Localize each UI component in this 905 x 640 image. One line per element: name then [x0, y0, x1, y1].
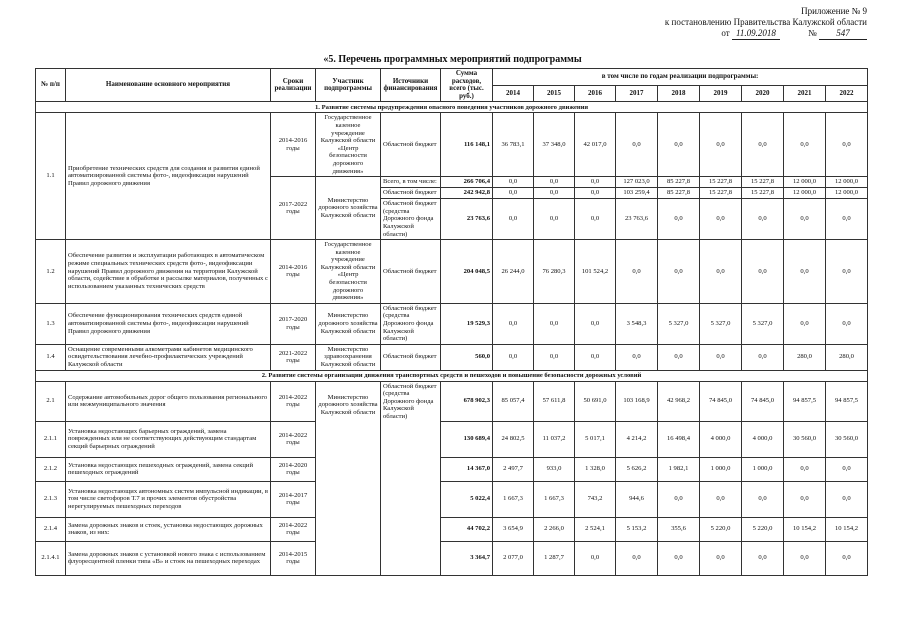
row-source: Областной бюджет (средства Дорожного фонда Калужской области) [381, 381, 441, 575]
year-value: 0,0 [826, 303, 868, 344]
resolution-number: 547 [819, 28, 867, 40]
year-value: 0,0 [784, 199, 826, 240]
row-sum: 23 763,6 [441, 199, 493, 240]
row-period: 2021-2022 годы [271, 344, 316, 370]
year-value: 944,6 [616, 481, 658, 517]
year-value: 23 763,6 [616, 199, 658, 240]
col-name-header: Наименование основного мероприятия [66, 69, 271, 102]
year-value: 0,0 [658, 344, 700, 370]
year-value: 36 783,1 [493, 113, 534, 177]
row-sum: 130 689,4 [441, 421, 493, 457]
year-value: 42 017,0 [575, 113, 616, 177]
row-sum: 44 702,2 [441, 517, 493, 541]
year-value: 0,0 [493, 188, 534, 199]
year-value: 0,0 [700, 199, 742, 240]
year-value: 0,0 [784, 240, 826, 304]
year-value: 0,0 [784, 303, 826, 344]
year-value: 0,0 [784, 541, 826, 575]
year-value: 5 153,2 [616, 517, 658, 541]
year-value: 0,0 [658, 481, 700, 517]
year-value: 0,0 [534, 344, 575, 370]
section-row [36, 370, 868, 381]
table-row [36, 113, 868, 177]
row-sum: 560,0 [441, 344, 493, 370]
year-value: 0,0 [575, 199, 616, 240]
row-participant: Министерство здравоохранения Калужской области [316, 344, 381, 370]
year-value: 5 220,0 [700, 517, 742, 541]
year-header: 2018 [658, 85, 700, 102]
year-value: 0,0 [493, 344, 534, 370]
year-value: 16 498,4 [658, 421, 700, 457]
year-value: 355,6 [658, 517, 700, 541]
measures-table [35, 68, 868, 576]
year-value: 0,0 [575, 303, 616, 344]
year-value: 42 968,2 [658, 381, 700, 421]
year-value: 0,0 [826, 240, 868, 304]
row-sum: 19 529,3 [441, 303, 493, 344]
row-name: Установка недостающих пешеходных ограждений, замена секций пешеходных ограждений [66, 457, 271, 481]
row-source: Областной бюджет [381, 113, 441, 177]
year-value: 3 654,9 [493, 517, 534, 541]
year-value: 0,0 [700, 240, 742, 304]
row-sum: 116 148,1 [441, 113, 493, 177]
year-value: 0,0 [493, 177, 534, 188]
year-value: 127 023,0 [616, 177, 658, 188]
row-period: 2017-2022 годы [271, 177, 316, 240]
row-period: 2014-2016 годы [271, 113, 316, 177]
year-header: 2020 [742, 85, 784, 102]
table-row [36, 240, 868, 304]
number-prefix: № [808, 28, 817, 38]
year-value: 0,0 [784, 113, 826, 177]
year-value: 5 626,2 [616, 457, 658, 481]
row-name: Установка недостающих барьерных ограждений, замена поврежденных или не соответствующих действующим стандартам секций барьерных ограждений [66, 421, 271, 457]
year-value: 15 227,8 [742, 188, 784, 199]
year-value: 11 037,2 [534, 421, 575, 457]
col-source-header: Источники финансирования [381, 69, 441, 102]
year-value: 0,0 [784, 481, 826, 517]
row-name: Обеспечение функционирования технических средств единой автоматизированной системы фото-, видеофиксации нарушений Правил дорожного движения [66, 303, 271, 344]
row-participant: Министерство дорожного хозяйства Калужской области [316, 381, 381, 575]
row-num: 2.1.3 [36, 481, 66, 517]
row-period: 2014-2015 годы [271, 541, 316, 575]
section-1-title: 1. Развитие системы предупреждения опасного поведения участников дорожного движения [36, 102, 868, 113]
year-value: 0,0 [616, 113, 658, 177]
year-value: 85 057,4 [493, 381, 534, 421]
year-value: 85 227,8 [658, 188, 700, 199]
row-source: Областной бюджет [381, 344, 441, 370]
year-value: 10 154,2 [784, 517, 826, 541]
row-name: Обеспечение развития и эксплуатации работающих в автоматическом режиме специальных технических средств фото-, видеофиксации нарушений Правил дорожного движения на территории Калужской области, содействие в обработке и рассылке материалов, полученных с использованием указанных технических средств [66, 240, 271, 304]
table-row [36, 541, 868, 575]
year-value: 0,0 [658, 240, 700, 304]
table-row [36, 303, 868, 344]
year-value: 0,0 [534, 188, 575, 199]
row-participant: Государственное казенное учреждение Калужской области «Центр безопасности дорожного движения» [316, 113, 381, 177]
year-value: 3 548,3 [616, 303, 658, 344]
year-value: 4 000,0 [700, 421, 742, 457]
year-value: 2 077,0 [493, 541, 534, 575]
row-period: 2014-2022 годы [271, 381, 316, 421]
year-value: 15 227,8 [742, 177, 784, 188]
row-period: 2014-2016 годы [271, 240, 316, 304]
row-sum: 678 902,3 [441, 381, 493, 421]
table-row [36, 457, 868, 481]
row-participant: Министерство дорожного хозяйства Калужской области [316, 303, 381, 344]
row-name: Содержание автомобильных дорог общего пользования регионального или межмуниципального значения [66, 381, 271, 421]
row-period: 2014-2022 годы [271, 421, 316, 457]
row-sum: 266 706,4 [441, 177, 493, 188]
year-value: 1 667,3 [534, 481, 575, 517]
year-value: 743,2 [575, 481, 616, 517]
year-value: 30 560,0 [784, 421, 826, 457]
col-sum-header: Сумма расходов, всего (тыс. руб.) [441, 69, 493, 102]
year-value: 4 214,2 [616, 421, 658, 457]
row-period: 2014-2017 годы [271, 481, 316, 517]
table-row [36, 381, 868, 421]
resolution-date-line [721, 28, 867, 40]
col-participant-header: Участник подпрограммы [316, 69, 381, 102]
year-value: 0,0 [575, 177, 616, 188]
year-value: 0,0 [700, 541, 742, 575]
row-source: Областной бюджет (средства Дорожного фонда Калужской области) [381, 303, 441, 344]
year-value: 1 000,0 [700, 457, 742, 481]
year-value: 5 220,0 [742, 517, 784, 541]
year-value: 50 691,0 [575, 381, 616, 421]
year-value: 10 154,2 [826, 517, 868, 541]
year-value: 2 266,0 [534, 517, 575, 541]
year-value: 1 667,3 [493, 481, 534, 517]
year-value: 26 244,0 [493, 240, 534, 304]
year-value: 0,0 [575, 344, 616, 370]
year-value: 94 857,5 [784, 381, 826, 421]
table-row [36, 481, 868, 517]
row-sum: 204 048,5 [441, 240, 493, 304]
year-value: 12 000,0 [826, 177, 868, 188]
year-value: 0,0 [534, 177, 575, 188]
year-value: 2 524,1 [575, 517, 616, 541]
year-value: 12 000,0 [784, 188, 826, 199]
year-value: 0,0 [616, 541, 658, 575]
year-value: 0,0 [742, 541, 784, 575]
row-sum: 14 367,0 [441, 457, 493, 481]
row-num: 1.1 [36, 113, 66, 240]
table-row [36, 344, 868, 370]
row-source: Областной бюджет (средства Дорожного фонда Калужской области) [381, 199, 441, 240]
col-period-header: Сроки реализации [271, 69, 316, 102]
year-value: 37 348,0 [534, 113, 575, 177]
year-header: 2015 [534, 85, 575, 102]
row-num: 2.1 [36, 381, 66, 421]
year-value: 0,0 [826, 113, 868, 177]
year-value: 280,0 [784, 344, 826, 370]
year-header: 2019 [700, 85, 742, 102]
year-value: 5 327,0 [742, 303, 784, 344]
year-value: 0,0 [616, 240, 658, 304]
year-value: 1 982,1 [658, 457, 700, 481]
year-value: 933,0 [534, 457, 575, 481]
year-header: 2016 [575, 85, 616, 102]
year-value: 0,0 [534, 199, 575, 240]
year-value: 57 611,8 [534, 381, 575, 421]
row-participant: Государственное казенное учреждение Калужской области «Центр безопасности дорожного движения» [316, 240, 381, 304]
section-row [36, 102, 868, 113]
year-header: 2017 [616, 85, 658, 102]
year-value: 0,0 [700, 113, 742, 177]
col-years-header: в том числе по годам реализации подпрограммы: [493, 69, 868, 86]
year-value: 103 168,9 [616, 381, 658, 421]
row-period: 2014-2020 годы [271, 457, 316, 481]
year-value: 12 000,0 [784, 177, 826, 188]
row-num: 1.4 [36, 344, 66, 370]
year-value: 5 327,0 [700, 303, 742, 344]
row-period: 2014-2022 годы [271, 517, 316, 541]
document-title: «5. Перечень программных мероприятий подпрограммы [323, 54, 582, 65]
table-row [36, 517, 868, 541]
year-value: 0,0 [658, 113, 700, 177]
year-value: 15 227,8 [700, 177, 742, 188]
year-value: 0,0 [742, 481, 784, 517]
year-value: 0,0 [658, 541, 700, 575]
year-value: 4 000,0 [742, 421, 784, 457]
year-header: 2014 [493, 85, 534, 102]
year-value: 0,0 [826, 481, 868, 517]
row-num: 2.1.2 [36, 457, 66, 481]
year-value: 15 227,8 [700, 188, 742, 199]
year-value: 94 857,5 [826, 381, 868, 421]
year-value: 74 845,0 [742, 381, 784, 421]
year-value: 0,0 [742, 240, 784, 304]
col-num-header: № п/п [36, 69, 66, 102]
year-value: 0,0 [700, 481, 742, 517]
table-header-row [36, 69, 868, 86]
year-value: 0,0 [826, 199, 868, 240]
row-num: 1.3 [36, 303, 66, 344]
year-value: 24 802,5 [493, 421, 534, 457]
year-value: 74 845,0 [700, 381, 742, 421]
table-row [36, 421, 868, 457]
year-value: 0,0 [493, 303, 534, 344]
date-prefix: от [721, 28, 730, 38]
year-value: 0,0 [575, 541, 616, 575]
row-sum: 3 364,7 [441, 541, 493, 575]
year-value: 12 000,0 [826, 188, 868, 199]
year-value: 5 327,0 [658, 303, 700, 344]
row-period: 2017-2020 годы [271, 303, 316, 344]
section-2-title: 2. Развитие системы организации движения транспортных средств и пешеходов и повышение безопасности дорожных условий [36, 370, 868, 381]
row-name: Замена дорожных знаков и стоек, установка недостающих дорожных знаков, из них: [66, 517, 271, 541]
year-value: 280,0 [826, 344, 868, 370]
year-value: 0,0 [700, 344, 742, 370]
year-value: 0,0 [826, 541, 868, 575]
year-value: 0,0 [826, 457, 868, 481]
year-value: 0,0 [616, 344, 658, 370]
year-value: 0,0 [784, 457, 826, 481]
year-value: 30 560,0 [826, 421, 868, 457]
row-num: 1.2 [36, 240, 66, 304]
year-value: 85 227,8 [658, 177, 700, 188]
year-value: 0,0 [742, 199, 784, 240]
year-value: 1 287,7 [534, 541, 575, 575]
year-value: 5 017,1 [575, 421, 616, 457]
year-value: 0,0 [534, 303, 575, 344]
appendix-label: Приложение № 9 [801, 6, 867, 16]
row-name: Оснащение современными алкометрами кабинетов медицинского освидетельствования лечебно-профилактических учреждений Калужской области [66, 344, 271, 370]
row-num: 2.1.4.1 [36, 541, 66, 575]
row-sum: 242 942,8 [441, 188, 493, 199]
row-num: 2.1.4 [36, 517, 66, 541]
year-value: 101 524,2 [575, 240, 616, 304]
resolution-date: 11.09.2018 [732, 28, 780, 40]
row-name: Замена дорожных знаков с установкой нового знака с использованием флуоресцентной пленки типа «В» и стоек на пешеходных переходах [66, 541, 271, 575]
row-source: Всего, в том числе: [381, 177, 441, 188]
year-value: 76 280,3 [534, 240, 575, 304]
row-name: Установка недостающих автономных систем импульсной индикации, в том числе светофоров Т.7 и прочих элементов обустройства нерегулируемых пешеходных переходов [66, 481, 271, 517]
year-value: 2 497,7 [493, 457, 534, 481]
year-value: 1 000,0 [742, 457, 784, 481]
year-value: 0,0 [742, 113, 784, 177]
row-source: Областной бюджет [381, 188, 441, 199]
row-name: Приобретение технических средств для создания и развития единой автоматизированной системы фото-, видеофиксации нарушений Правил дорожного движения [66, 113, 271, 240]
year-value: 103 259,4 [616, 188, 658, 199]
row-num: 2.1.1 [36, 421, 66, 457]
year-value: 0,0 [575, 188, 616, 199]
year-value: 0,0 [493, 199, 534, 240]
row-participant: Министерство дорожного хозяйства Калужской области [316, 177, 381, 240]
row-source: Областной бюджет [381, 240, 441, 304]
year-value: 0,0 [742, 344, 784, 370]
year-value: 0,0 [658, 199, 700, 240]
row-sum: 5 022,4 [441, 481, 493, 517]
resolution-label: к постановлению Правительства Калужской области [664, 17, 867, 27]
year-header: 2021 [784, 85, 826, 102]
year-header: 2022 [826, 85, 868, 102]
year-value: 1 328,0 [575, 457, 616, 481]
